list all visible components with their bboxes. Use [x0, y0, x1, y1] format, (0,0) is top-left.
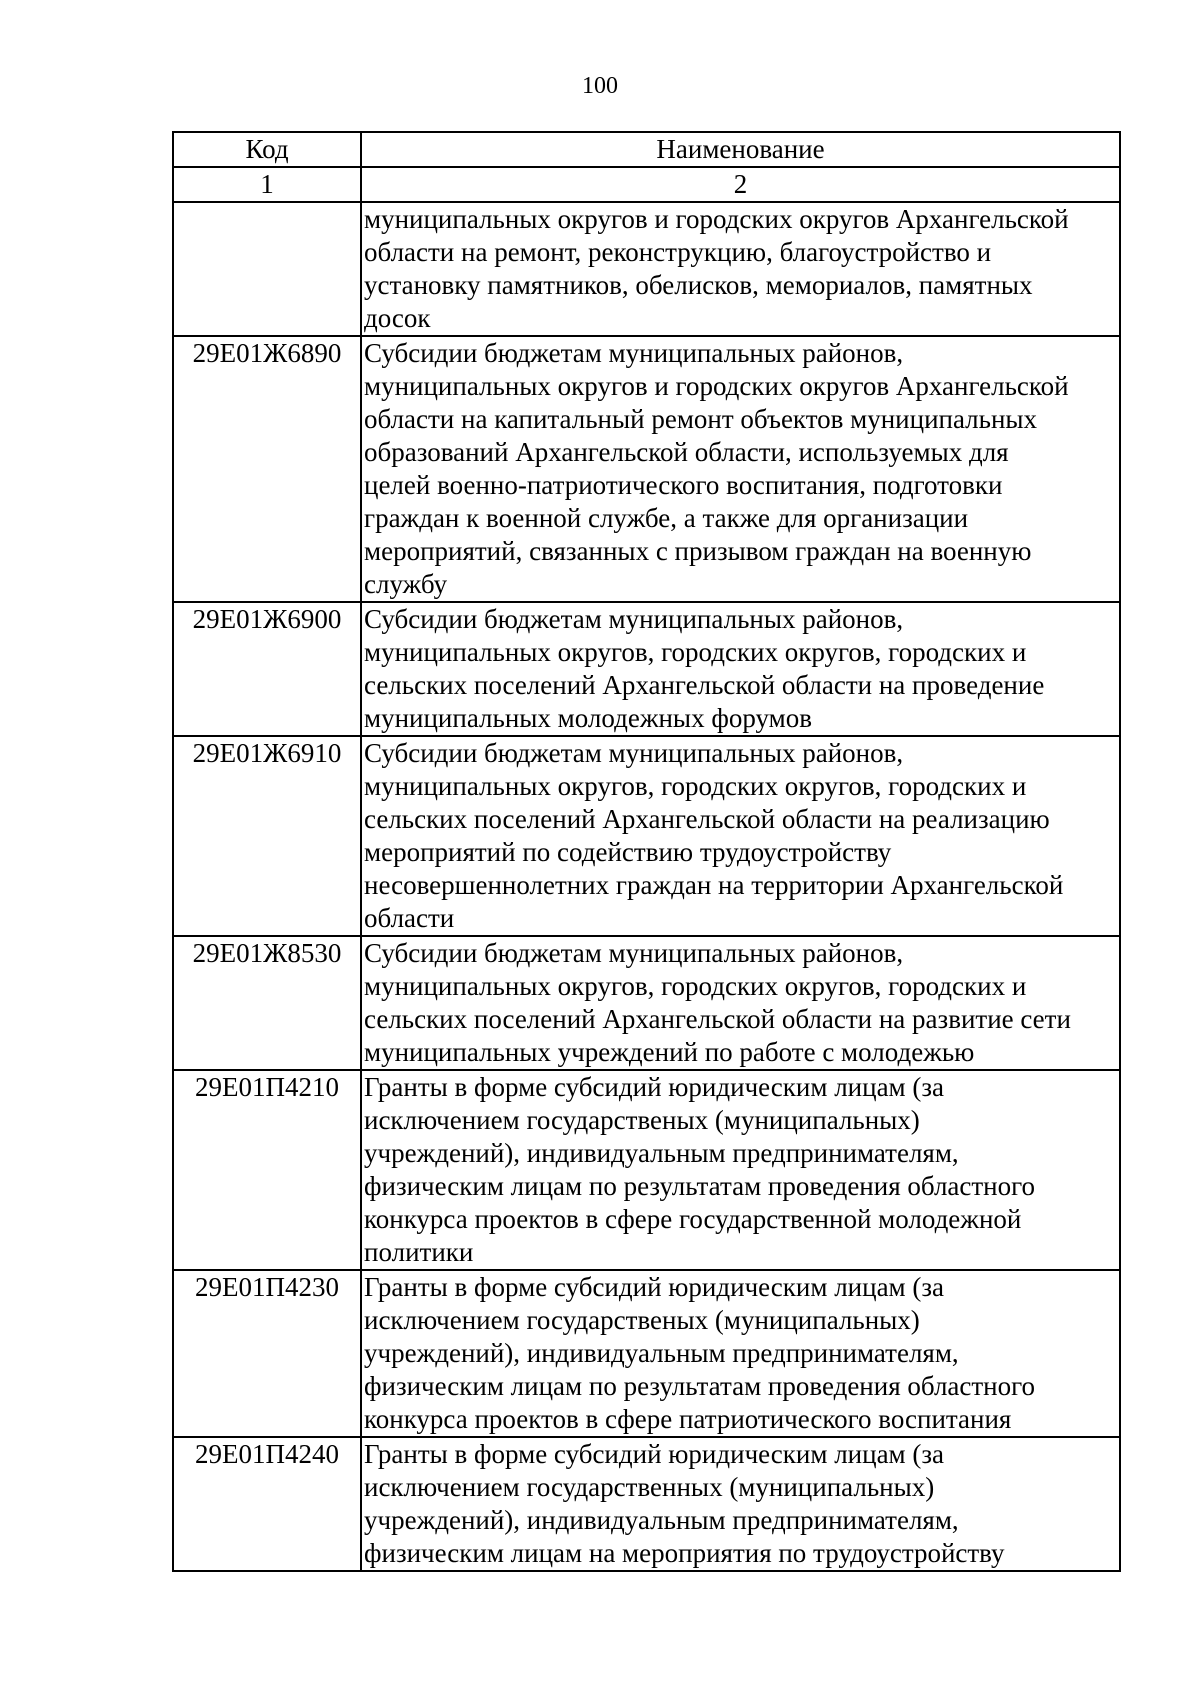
row-code: 29Е01П4210 [173, 1070, 361, 1270]
row-name [361, 202, 1120, 336]
table-row [173, 736, 1120, 936]
row-code: 29Е01П4240 [173, 1437, 361, 1571]
name-line: Субсидии бюджетам муниципальных районов, [364, 738, 904, 768]
name-line: политики [364, 1237, 474, 1267]
name-line: исключением государственых (муниципальных) [364, 1105, 920, 1135]
row-name [361, 1270, 1120, 1437]
name-line: Субсидии бюджетам муниципальных районов, [364, 938, 904, 968]
name-line: граждан к военной службе, а также для организации [364, 503, 969, 533]
name-line: области [364, 903, 455, 933]
row-code: 29Е01Ж6910 [173, 736, 361, 936]
budget-classification-table [172, 131, 1121, 1572]
name-line: Гранты в форме субсидий юридическим лицам (за [364, 1439, 945, 1469]
row-name [361, 736, 1120, 936]
column-number-1: 1 [173, 167, 361, 202]
name-line: муниципальных округов и городских округов Архангельской [364, 371, 1069, 401]
name-line: образований Архангельской области, используемых для [364, 437, 1009, 467]
name-line: Субсидии бюджетам муниципальных районов, [364, 604, 904, 634]
table-row [173, 936, 1120, 1070]
name-line: учреждений), индивидуальным предпринимателям, [364, 1138, 959, 1168]
name-line: физическим лицам по результатам проведения областного [364, 1371, 1036, 1401]
row-name [361, 1437, 1120, 1571]
row-code: 29Е01П4230 [173, 1270, 361, 1437]
row-code: 29Е01Ж6890 [173, 336, 361, 602]
name-line: мероприятий по содействию трудоустройству [364, 837, 892, 867]
table-row [173, 1070, 1120, 1270]
name-line: Гранты в форме субсидий юридическим лицам (за [364, 1272, 945, 1302]
row-name [361, 1070, 1120, 1270]
name-line: области на капитальный ремонт объектов муниципальных [364, 404, 1038, 434]
name-line: досок [364, 303, 431, 333]
name-line: исключением государственных (муниципальных) [364, 1472, 935, 1502]
table-row [173, 202, 1120, 336]
name-line: сельских поселений Архангельской области на проведение [364, 670, 1045, 700]
name-line: учреждений), индивидуальным предпринимателям, [364, 1338, 959, 1368]
name-line: службу [364, 569, 448, 599]
page-number: 100 [582, 73, 618, 99]
row-code: 29Е01Ж6900 [173, 602, 361, 736]
name-line: конкурса проектов в сфере патриотического воспитания [364, 1404, 1012, 1434]
row-code [173, 202, 361, 336]
row-name [361, 936, 1120, 1070]
name-line: конкурса проектов в сфере государственной молодежной [364, 1204, 1022, 1234]
name-line: области на ремонт, реконструкцию, благоустройство и [364, 237, 992, 267]
name-line: муниципальных округов, городских округов, городских и [364, 971, 1027, 1001]
name-line: муниципальных округов, городских округов, городских и [364, 637, 1027, 667]
table-row [173, 1437, 1120, 1571]
row-code: 29Е01Ж8530 [173, 936, 361, 1070]
name-line: муниципальных округов и городских округов Архангельской [364, 204, 1069, 234]
name-line: учреждений), индивидуальным предпринимателям, [364, 1505, 959, 1535]
name-line: исключением государственых (муниципальных) [364, 1305, 920, 1335]
name-line: муниципальных округов, городских округов, городских и [364, 771, 1027, 801]
table-row [173, 602, 1120, 736]
table-row [173, 1270, 1120, 1437]
name-line: Субсидии бюджетам муниципальных районов, [364, 338, 904, 368]
name-line: физическим лицам на мероприятия по трудоустройству [364, 1538, 1005, 1568]
row-name [361, 602, 1120, 736]
column-number-2: 2 [361, 167, 1120, 202]
name-line: установку памятников, обелисков, мемориалов, памятных [364, 270, 1033, 300]
name-line: Гранты в форме субсидий юридическим лицам (за [364, 1072, 945, 1102]
name-line: муниципальных учреждений по работе с молодежью [364, 1037, 975, 1067]
table-header-row [173, 132, 1120, 167]
name-line: мероприятий, связанных с призывом граждан на военную [364, 536, 1032, 566]
name-line: сельских поселений Архангельской области на развитие сети [364, 1004, 1071, 1034]
header-code: Код [173, 132, 361, 167]
column-number-row [173, 167, 1120, 202]
table-row [173, 336, 1120, 602]
name-line: муниципальных молодежных форумов [364, 703, 812, 733]
name-line: несовершеннолетних граждан на территории Архангельской [364, 870, 1064, 900]
name-line: целей военно-патриотического воспитания, подготовки [364, 470, 1003, 500]
name-line: физическим лицам по результатам проведения областного [364, 1171, 1036, 1201]
name-line: сельских поселений Архангельской области на реализацию [364, 804, 1050, 834]
header-name: Наименование [361, 132, 1120, 167]
row-name [361, 336, 1120, 602]
